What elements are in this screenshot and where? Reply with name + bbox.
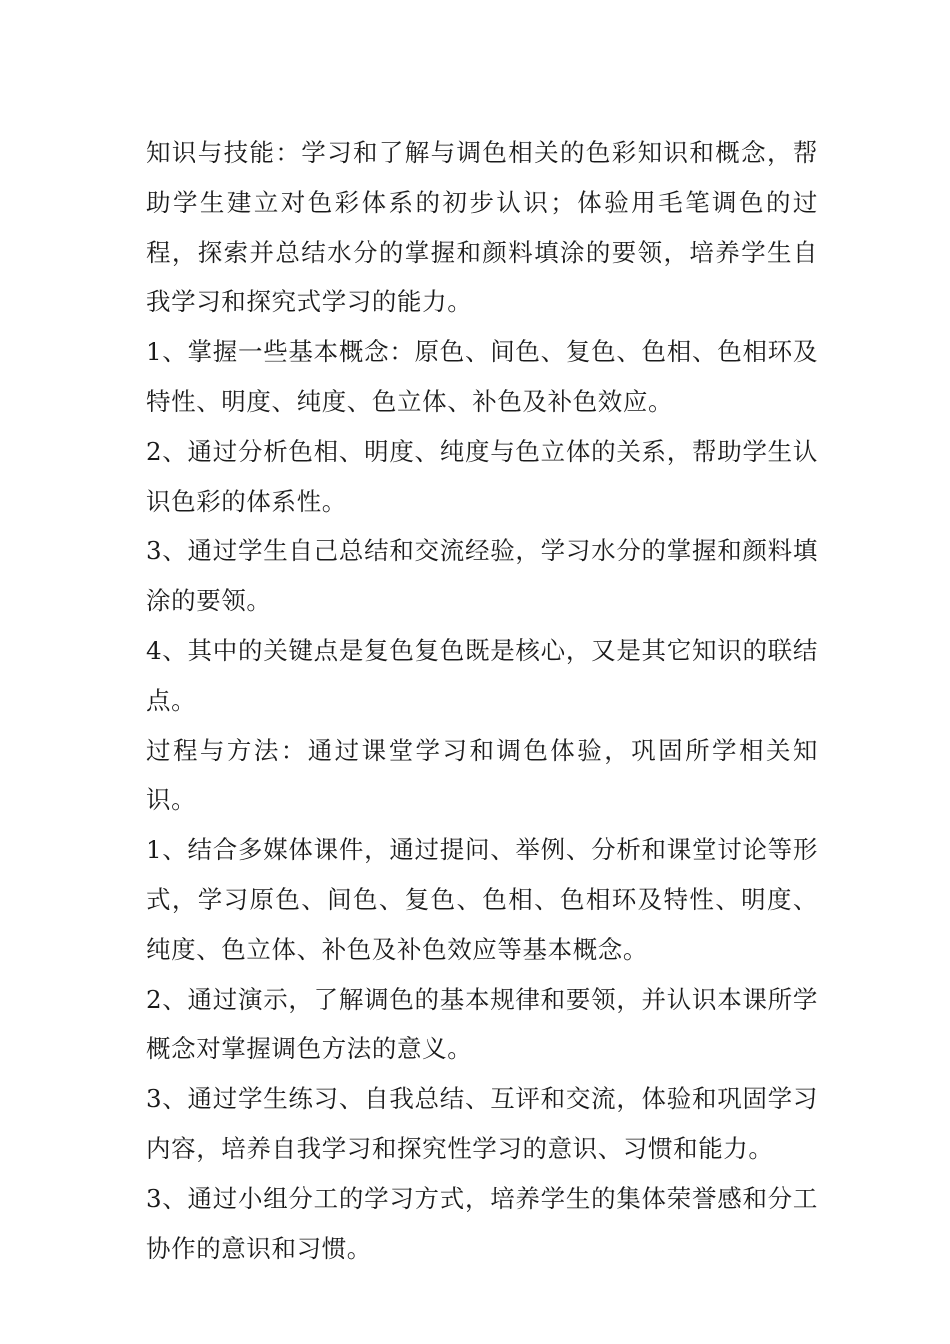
paragraph-process-methods: 过程与方法：通过课堂学习和调色体验，巩固所学相关知识。 (146, 735, 818, 815)
paragraph-item-1: 1、掌握一些基本概念：原色、间色、复色、色相、色相环及特性、明度、纯度、色立体、补色及补色效应。 (146, 337, 818, 416)
paragraph-method-3: 3、通过学生练习、自我总结、互评和交流，体验和巩固学习内容，培养自我学习和探究性学习的意识、习惯和能力。 (146, 1084, 818, 1163)
document-body (146, 128, 818, 1273)
paragraph-method-2: 2、通过演示，了解调色的基本规律和要领，并认识本课所学概念对掌握调色方法的意义。 (146, 984, 818, 1064)
paragraph-item-2: 2、通过分析色相、明度、纯度与色立体的关系，帮助学生认识色彩的体系性。 (146, 436, 818, 516)
paragraph-method-1: 1、结合多媒体课件，通过提问、举例、分析和课堂讨论等形式，学习原色、间色、复色、色相、色相环及特性、明度、纯度、色立体、补色及补色效应等基本概念。 (146, 835, 818, 964)
paragraph-knowledge-skills: 知识与技能：学习和了解与调色相关的色彩知识和概念，帮助学生建立对色彩体系的初步认识；体验用毛笔调色的过程，探索并总结水分的掌握和颜料填涂的要领，培养学生自我学习和探究式学习的能力。 (146, 138, 818, 317)
paragraph-item-3: 3、通过学生自己总结和交流经验，学习水分的掌握和颜料填涂的要领。 (146, 536, 818, 616)
paragraph-item-4: 4、其中的关键点是复色复色既是核心，又是其它知识的联结点。 (146, 635, 818, 715)
paragraph-method-3b: 3、通过小组分工的学习方式，培养学生的集体荣誉感和分工协作的意识和习惯。 (146, 1183, 818, 1263)
